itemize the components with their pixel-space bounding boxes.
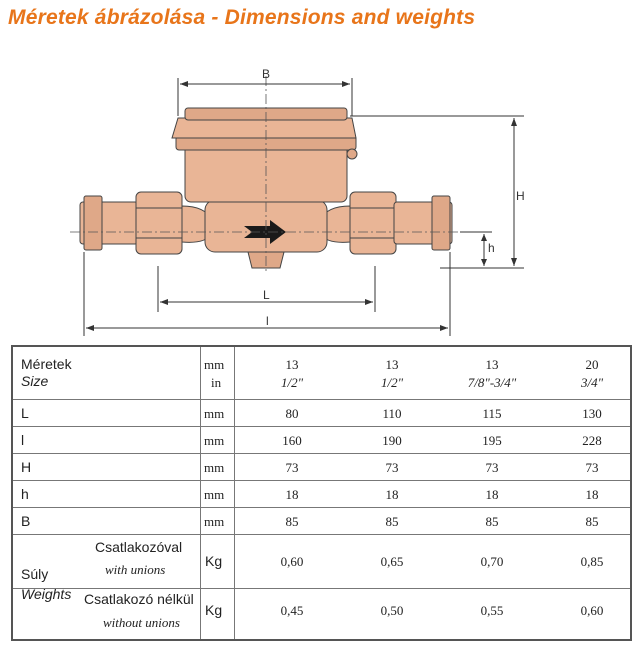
size-label-en: Size: [21, 373, 49, 389]
weights-label-en: Weights: [21, 586, 72, 602]
size-label-hu: Méretek: [21, 356, 72, 372]
row-unit: mm: [204, 487, 225, 502]
table-cell: 73: [385, 460, 399, 475]
row-unit: mm: [204, 406, 225, 421]
dim-label-h: h: [488, 241, 495, 255]
without-unions-label-en: without unions: [103, 615, 180, 630]
weight-unit: Kg: [205, 602, 223, 618]
table-cell: 85: [385, 514, 399, 529]
header-unit-in: in: [211, 375, 222, 390]
row-label: L: [21, 405, 29, 421]
without-unions-label-hu: Csatlakozó nélkül: [84, 591, 194, 607]
table-cell: 73: [285, 460, 299, 475]
dim-label-L: L: [263, 288, 270, 302]
weight-with-cell: 0,70: [480, 554, 504, 569]
table-cell: 18: [585, 487, 599, 502]
row-label: H: [21, 459, 32, 475]
water-meter-drawing: [0, 40, 640, 340]
table-cell: 110: [382, 406, 402, 421]
row-label: l: [21, 432, 25, 448]
weight-unit: Kg: [205, 553, 223, 569]
row-unit: mm: [204, 460, 225, 475]
table-cell: 80: [285, 406, 299, 421]
table-cell: 228: [582, 433, 602, 448]
table-cell: 115: [482, 406, 502, 421]
dim-label-B: B: [262, 67, 271, 81]
header-size-mm: 20: [585, 357, 599, 372]
dimensions-table: [11, 345, 632, 641]
with-unions-label-en: with unions: [105, 562, 166, 577]
table-cell: 85: [485, 514, 499, 529]
header-size-in: 1/2": [380, 375, 404, 390]
row-label: B: [21, 513, 31, 529]
header-size-mm: 13: [485, 357, 499, 372]
dim-label-H: H: [516, 189, 525, 203]
weight-with-cell: 0,65: [380, 554, 404, 569]
dim-label-l: l: [266, 314, 269, 328]
header-size-in: 7/8"-3/4": [467, 375, 517, 390]
table-cell: 190: [382, 433, 402, 448]
row-unit: mm: [204, 433, 225, 448]
header-unit-mm: mm: [204, 357, 225, 372]
table-cell: 85: [285, 514, 299, 529]
table-cell: 160: [282, 433, 302, 448]
right-union-nut: [350, 192, 396, 254]
header-size-mm: 13: [385, 357, 399, 372]
table-cell: 18: [485, 487, 499, 502]
table-cell: 18: [285, 487, 299, 502]
meter-lid: [172, 118, 356, 138]
table-cell: 73: [485, 460, 499, 475]
weight-without-cell: 0,55: [480, 603, 504, 618]
weight-without-cell: 0,60: [580, 603, 604, 618]
with-unions-label-hu: Csatlakozóval: [95, 539, 183, 555]
header-size-in: 1/2": [280, 375, 304, 390]
table-cell: 195: [482, 433, 502, 448]
weight-with-cell: 0,60: [280, 554, 304, 569]
weight-without-cell: 0,50: [380, 603, 404, 618]
table-cell: 130: [582, 406, 602, 421]
weights-label-hu: Súly: [21, 566, 49, 582]
header-size-mm: 13: [285, 357, 299, 372]
header-size-in: 3/4": [580, 375, 604, 390]
row-label: h: [21, 486, 29, 502]
table-cell: 85: [585, 514, 599, 529]
weight-with-cell: 0,85: [580, 554, 604, 569]
page-title: Méretek ábrázolása - Dimensions and weights: [8, 6, 476, 29]
weight-without-cell: 0,45: [280, 603, 304, 618]
table-cell: 18: [385, 487, 399, 502]
row-unit: mm: [204, 514, 225, 529]
table-cell: 73: [585, 460, 599, 475]
left-union-nut: [136, 192, 182, 254]
